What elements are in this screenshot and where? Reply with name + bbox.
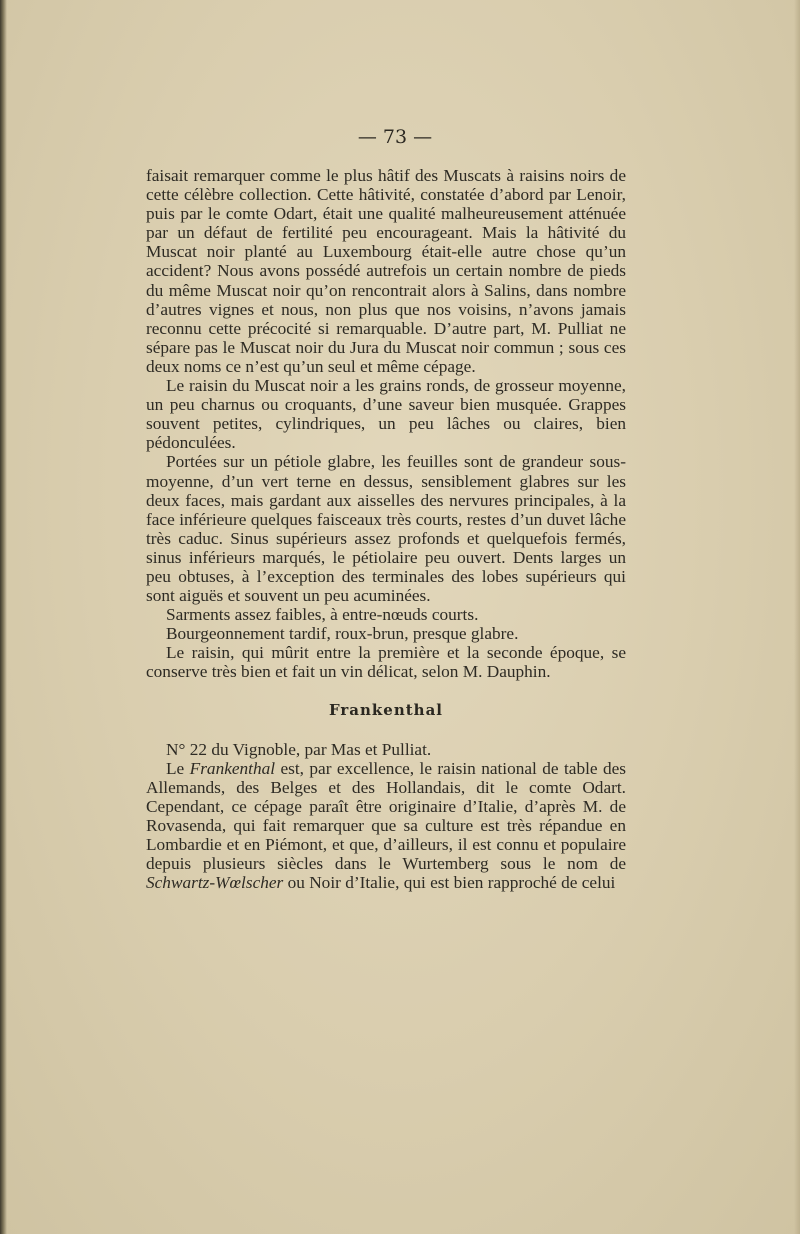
paragraph-text: est, par excellence, le raisin national de table des Allemands, des Belges et des Hollandais, dit le comte Odart. Cependant, ce cépage paraît être originaire d’Italie, d’après M. de Rovasenda, qui fait remarquer que sa culture est très répandue en Lombardie et en Piémont, et que, d’ailleurs, il est connu et populaire depuis plusieurs siècles dans le Wurtemberg sous le nom de [146,758,627,874]
body-text [146,166,626,892]
paragraph-leaf-description: Portées sur un pétiole glabre, les feuilles sont de grandeur sous-moyenne, d’un vert terne en dessus, sensiblement glabres sur les deux faces, mais gardant aux aisselles des nervures principales, à la face inférieure quelques faisceaux très courts, restes d’un duvet lâche très caduc. Sinus supérieurs assez profonds et quelquefois fermés, sinus inférieurs marqués, le pétiolaire peu ouvert. Dents larges un peu obtuses, à l’exception des terminales des lobes supérieurs qui sont aiguës et souvent un peu acuminées. [146,452,626,606]
paragraph-continuation: faisait remarquer comme le plus hâtif des Muscats à raisins noirs de cette célèbre collection. Cette hâtivité, constatée d’abord par Lenoir, puis par le comte Odart, était une qualité malheureusement atténuée par un défaut de fertilité peu encourageant. Mais la hâtivité du Muscat noir planté au Luxembourg était-elle autre chose qu’un accident? Nous avons possédé autrefois un certain nombre de pieds du même Muscat noir qu’on rencontrait alors à Salins, dans nombre d’autres vignes et nous, non plus que nos voisins, n’avons jamais reconnu cette précocité si remarquable. D’autre part, M. Pulliat ne sépare pas le Muscat noir du Jura du Muscat noir commun ; sous ces deux noms ce n’est qu’un seul et même cépage. [146,166,626,376]
variety-alt-name: Schwartz-Wœlscher [146,873,284,893]
paragraph-budding: Bourgeonnement tardif, roux-brun, presque glabre. [166,624,519,644]
paragraph-grape-description: Le raisin du Muscat noir a les grains ronds, de grosseur moyenne, un peu charnus ou croquants, d’une saveur bien musquée. Grappes souvent petites, cylindriques, un peu lâches ou claires, bien pédonculées. [146,376,626,453]
paragraph-text: ou Noir d’Italie, qui est bien rapproché de celui [283,873,616,893]
paragraph-ripening: Le raisin, qui mûrit entre la première et la seconde époque, se conserve très bien et fait un vin délicat, selon M. Dauphin. [146,643,626,682]
variety-name: Frankenthal [189,758,276,778]
section-reference: N° 22 du Vignoble, par Mas et Pulliat. [166,739,432,759]
page-binding-shadow [0,0,7,1234]
paragraph-shoots: Sarments assez faibles, à entre-nœuds courts. [166,605,479,625]
section-heading: Frankenthal [328,700,443,719]
page-number: — 73 — [357,126,433,148]
page-edge [794,0,800,1234]
paragraph-frankenthal [146,759,626,893]
paragraph-text: Le [166,758,190,778]
